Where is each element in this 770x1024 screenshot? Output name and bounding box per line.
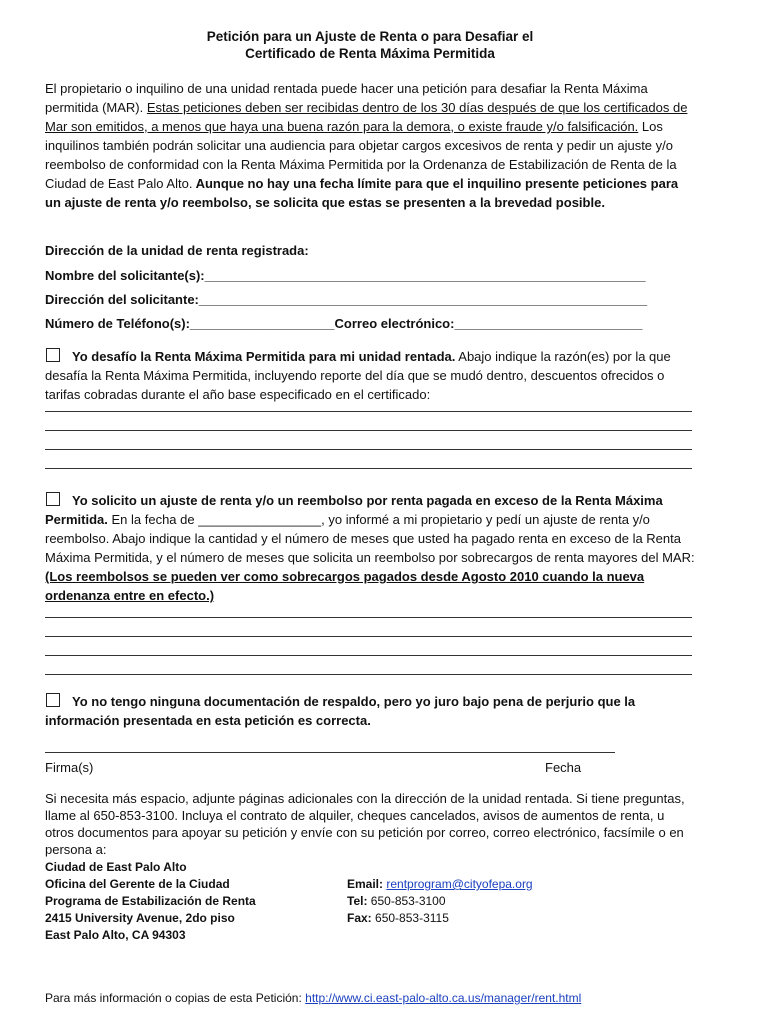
option-challenge-mar: Yo desafío la Renta Máxima Permitida para mi unidad rentada. Abajo indique la razón(es) por la que desafía la Renta Máxima Permitida, incluyendo reporte del día que se mudó dentro, descuentos ofrecidos o tarifas cobradas durante el año base especificado en el certificado: [45, 349, 671, 402]
answer-line[interactable] [45, 449, 692, 450]
intro-paragraph: El propietario o inquilino de una unidad rentada puede hacer una petición para desafiar la Renta Máxima permitida (MAR). Estas peticiones deben ser recibidas dentro de los 30 días después de que los certificados de Mar son emitidos, a menos que haya una buena razón para la demora, o existe fraude y/o falsificación. Los inquilinos también podrán solicitar una audiencia para objetar cargos excesivos de renta y pedir un ajuste y/o reembolso de conformidad con la Renta Máxima Permitida por la Ordenanza de Estabilización de Renta de la Ciudad de East Palo Alto. Aunque no hay una fecha límite para que el inquilino presente peticiones para un ajuste de renta y/o reembolso, se solicita que estas se presenten a la brevedad posible. [45, 81, 688, 210]
option-no-documentation: Yo no tengo ninguna documentación de respaldo, pero yo juro bajo pena de perjurio que la información presentada en esta petición es correcta. [45, 694, 636, 728]
phone-email-field[interactable]: Número de Teléfono(s):____________________Correo electrónico:__________________________ [45, 316, 643, 331]
answer-line[interactable] [45, 430, 692, 431]
challenge-mar-checkbox[interactable] [46, 348, 60, 362]
rental-unit-address-label: Dirección de la unidad de renta registrada: [45, 243, 309, 258]
contact-info: Email: rentprogram@cityofepa.org Tel: 650-853-3100 Fax: 650-853-3115 [347, 877, 533, 925]
footer: Para más información o copias de esta Petición: http://www.ci.east-palo-alto.ca.us/manager/rent.html [45, 991, 582, 1005]
answer-line[interactable] [45, 655, 692, 656]
date-label: Fecha [545, 760, 582, 775]
no-documentation-checkbox[interactable] [46, 693, 60, 707]
title-line-2: Certificado de Renta Máxima Permitida [245, 46, 495, 61]
deadline-text: Estas peticiones deben ser recibidas dentro de los 30 días después de que los certificados de Mar son emitidos, a menos que haya una buena razón para la demora, o existe fraude y/o falsificación. [45, 100, 688, 134]
applicant-name-field[interactable]: Nombre del solicitante(s):_____________________________________________________________ [45, 268, 646, 283]
signature-label: Firma(s) [45, 760, 94, 775]
adjustment-request-checkbox[interactable] [46, 492, 60, 506]
answer-line[interactable] [45, 617, 692, 618]
answer-line[interactable] [45, 636, 692, 637]
rent-program-link[interactable]: http://www.ci.east-palo-alto.ca.us/manager/rent.html [305, 991, 582, 1005]
office-address: Ciudad de East Palo Alto Oficina del Gerente de la Ciudad Programa de Estabilización de Renta 2415 University Avenue, 2do piso East Palo Alto, CA 94303 [45, 860, 256, 942]
answer-line[interactable] [45, 674, 692, 675]
answer-line[interactable] [45, 411, 692, 412]
title-line-1: Petición para un Ajuste de Renta o para Desafiar el [206, 29, 534, 44]
additional-info-paragraph: Si necesita más espacio, adjunte páginas adicionales con la dirección de la unidad rentada. Si tiene preguntas, llame al 650-853-3100. Incluya el contrato de alquiler, cheques cancelados, avisos de aumentos de renta, u otros documentos para apoyar su petición y envíe con su petición por correo, correo electrónico, facsímile o en persona a: [45, 791, 685, 857]
answer-line[interactable] [45, 468, 692, 469]
page-title [0, 28, 740, 62]
applicant-address-field[interactable]: Dirección del solicitante:______________________________________________________________ [45, 292, 648, 307]
option-adjustment-request: Yo solicito un ajuste de renta y/o un reembolso por renta pagada en exceso de la Renta Máxima Permitida. En la fecha de _________________, yo informé a mi propietario y pedí un ajuste de renta y/o reembolso. Abajo indique la cantidad y el número de meses que usted ha pagado renta en exceso de la Renta Máxima Permitida, y el número de meses que solicita un reembolso por sobrecargos de renta mayores del MAR: (Los reembolsos se pueden ver como sobrecargos pagados desde Agosto 2010 cuando la nueva ordenanza entre en efecto.) [45, 493, 695, 603]
email-link[interactable]: rentprogram@cityofepa.org [386, 877, 533, 891]
signature-line[interactable] [45, 752, 615, 753]
